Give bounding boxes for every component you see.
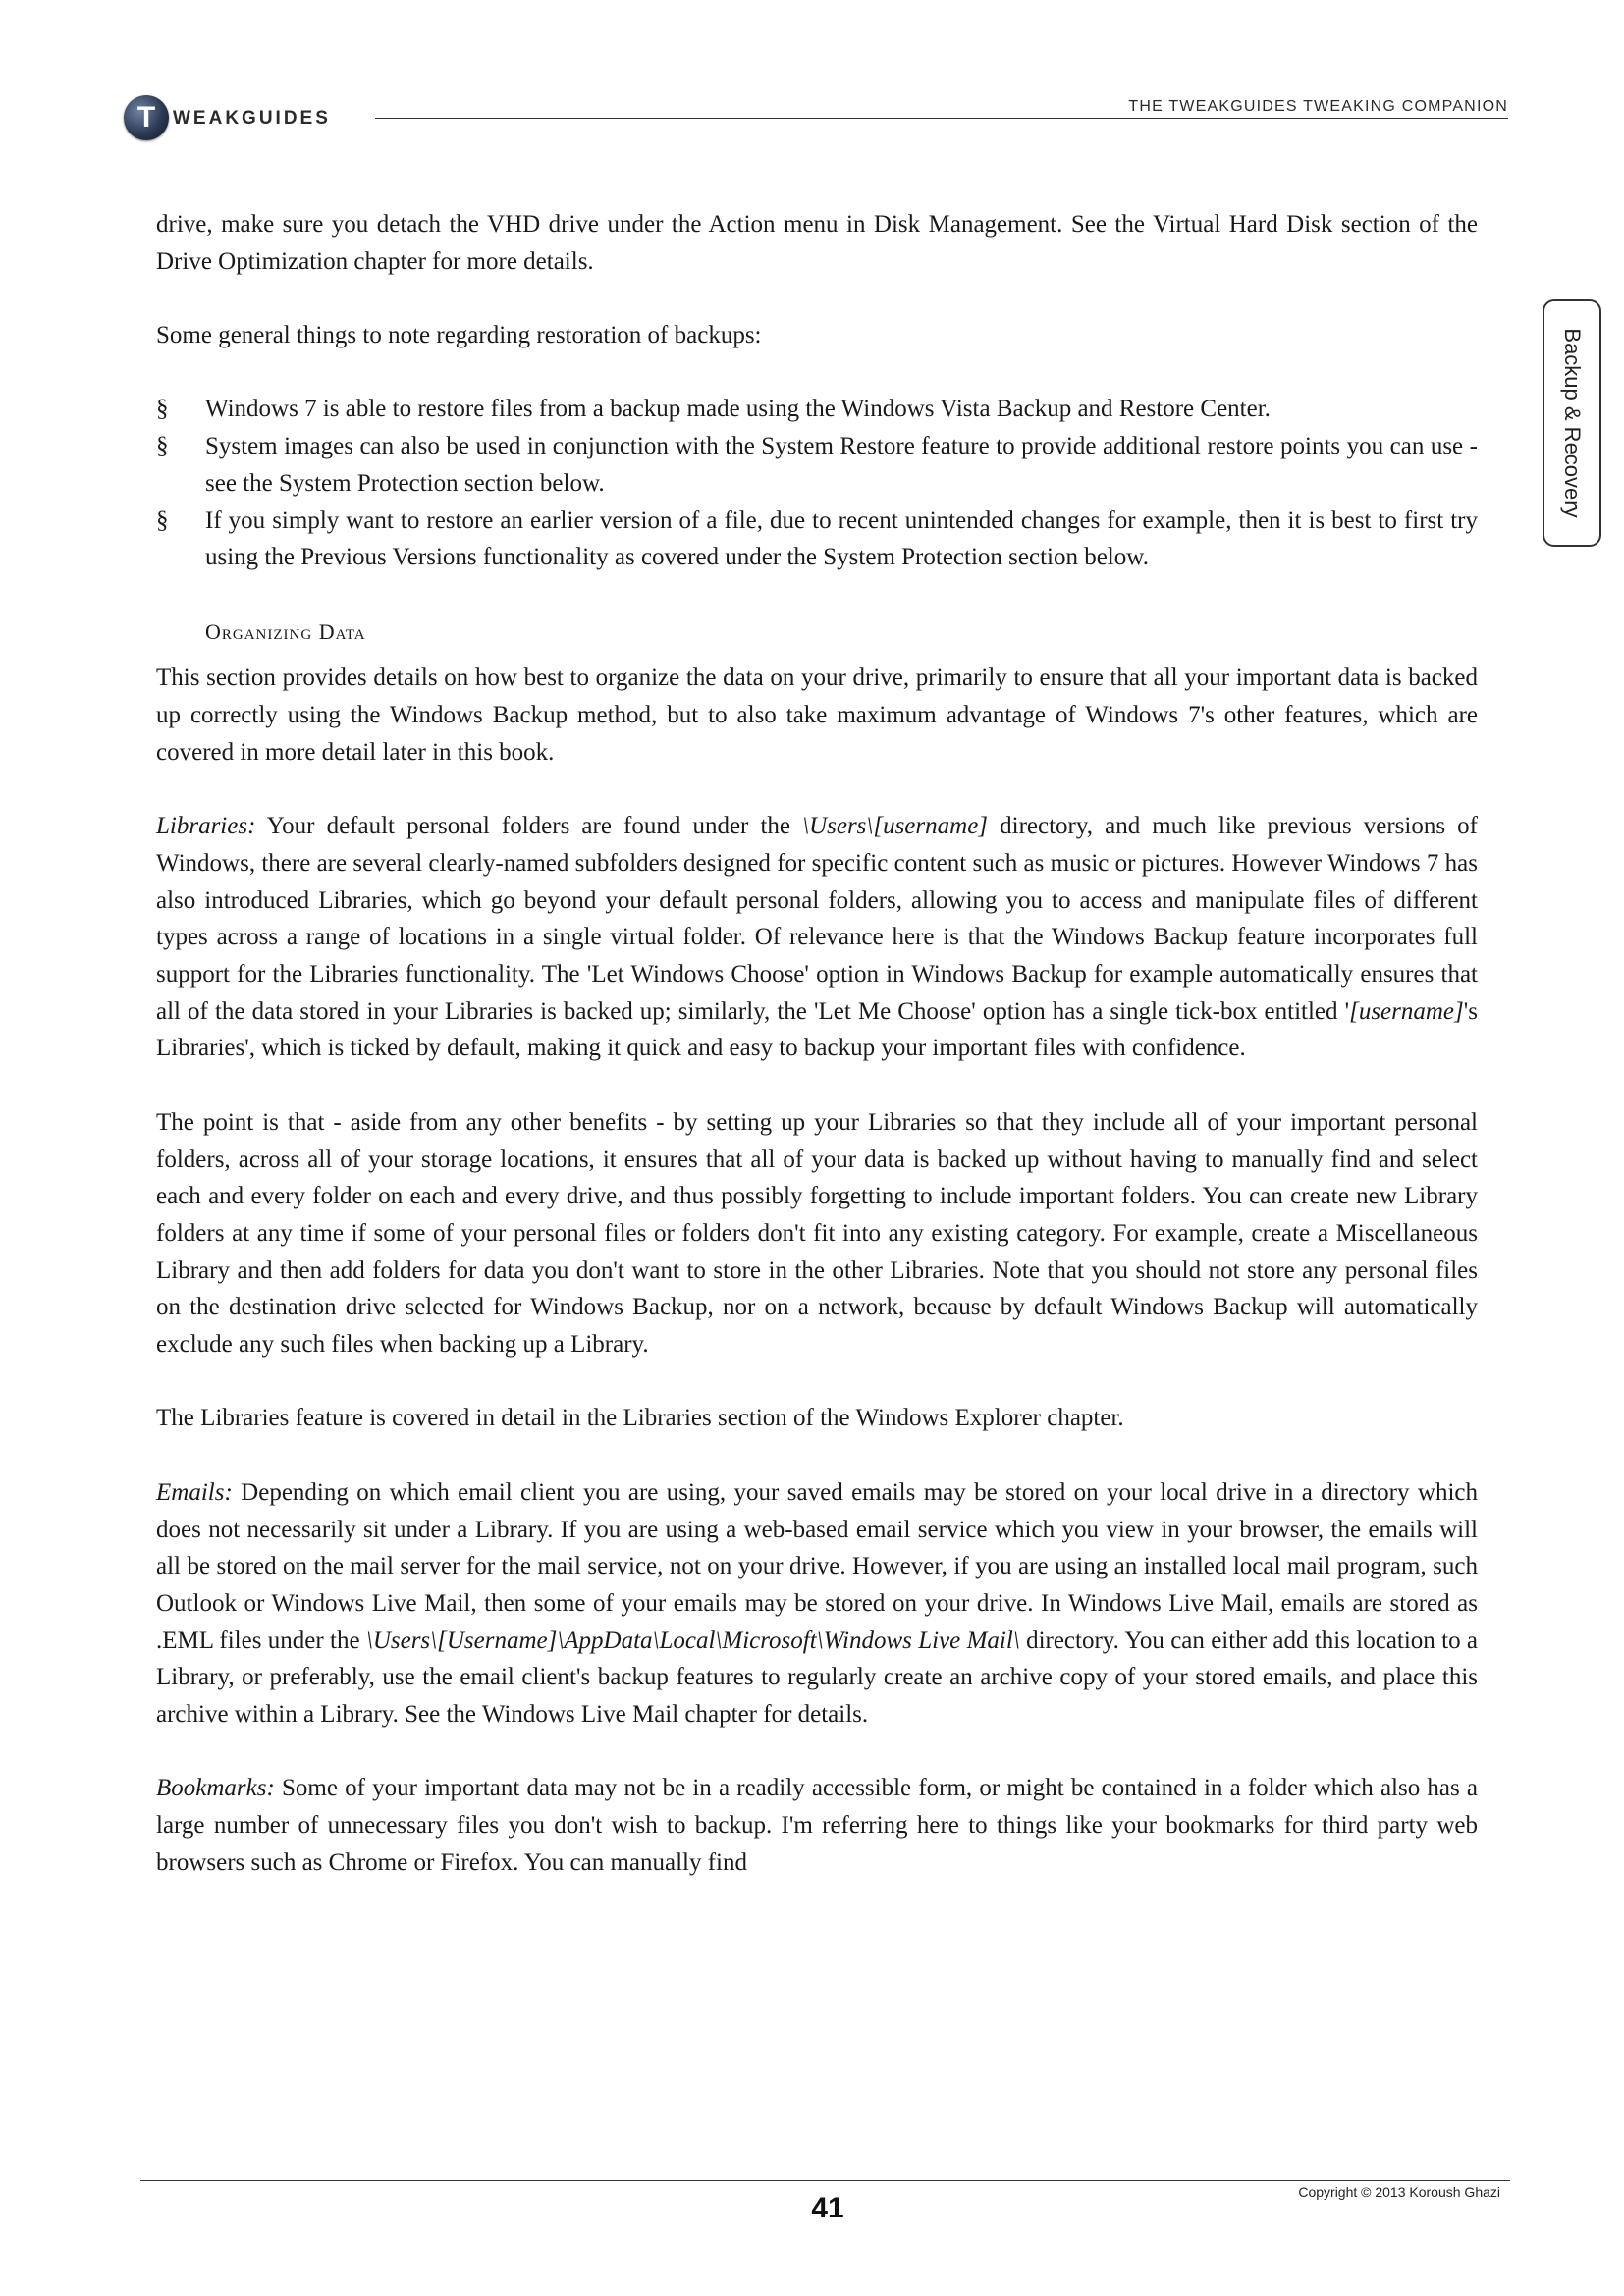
- list-item-text: Windows 7 is able to restore files from a backup made using the Windows Vista Backup and Restore Center.: [205, 396, 1271, 423]
- section-sign-bullet: §: [156, 507, 169, 534]
- section-heading: Organizing Data: [205, 618, 366, 644]
- section-sign-bullet: §: [156, 396, 169, 423]
- libraries-text-1: Your default personal folders are found under the: [255, 813, 803, 840]
- header-divider: [375, 118, 1508, 119]
- list-item: [156, 428, 1478, 502]
- paragraph-libraries-point: The point is that - aside from any other benefits - by setting up your Libraries so that they include all of your important personal folders, across all of your storage locations, it ensures that all of your data is backed up without having to manually find and select each and every folder on each and every drive, and thus possibly forgetting to include important folders. You can create new Library folders at any time if some of your personal files or folders don't fit into any existing category. For example, create a Miscellaneous Library and then add folders for data you don't want to store in the other Libraries. Note that you should not store any personal files on the destination drive selected for Windows Backup, nor on a network, because by default Windows Backup will automatically exclude any such files when backing up a Library.: [156, 1108, 1478, 1359]
- emails-text-2: directory. You can either add this location to a Library, or preferably, use the email client's backup features to regularly create an archive copy of your stored emails, and place this archive within a Library. See the Windows Live Mail chapter for details.: [156, 1627, 1478, 1729]
- page-body: [156, 206, 1478, 1882]
- logo-letter: T: [136, 101, 156, 133]
- list-item-text: System images can also be used in conjunction with the System Restore feature to provide additional restore points you can use - see the System Protection section below.: [205, 433, 1478, 497]
- emails-label: Emails:: [156, 1478, 233, 1506]
- libraries-text-2: directory, and much like previous versions of Windows, there are several clearly-named subfolders designed for specific content such as music or pictures. However Windows 7 has also introduced Libraries, which go beyond your default personal folders, allowing you to access and manipulate files of different types across a range of locations in a single virtual folder. Of relevance here is that the Windows Backup feature incorporates full support for the Libraries functionality. The 'Let Windows Choose' option in Windows Backup for example automatically ensures that all of the data stored in your Libraries is backed up; similarly, the 'Let Me Choose' option has a single tick-box entitled ': [156, 813, 1478, 1025]
- emails-text-1: Depending on which email client you are using, your saved emails may be stored on your local drive in a directory which does not necessarily sit under a Library. If you are using a web-based email service which you view in your browser, the emails will all be stored on the mail server for the mail service, not on your drive. However, if you are using an installed local mail program, such Outlook or Windows Live Mail, then some of your emails may be stored on your drive. In Windows Live Mail, emails are stored as .EML files under the: [156, 1478, 1478, 1654]
- paragraph-emails: [156, 1474, 1478, 1734]
- paragraph-libraries-covered: The Libraries feature is covered in detail in the Libraries section of the Windows Explorer chapter.: [156, 1405, 1124, 1432]
- list-item-text: If you simply want to restore an earlier version of a file, due to recent unintended changes for example, then it is best to first try using the Previous Versions functionality as covered under the System Protection section below.: [205, 507, 1478, 571]
- bookmarks-text-1: Some of your important data may not be in a readily accessible form, or might be contained in a folder which also has a large number of unnecessary files you don't wish to backup. I'm referring here to things like your bookmarks for third party web browsers such as Chrome or Firefox. You can manually find: [156, 1775, 1478, 1876]
- logo-wordmark: WEAKGUIDES: [173, 108, 331, 129]
- users-path: \Users\[username]: [802, 813, 989, 840]
- username-placeholder: [username]: [1349, 997, 1464, 1025]
- libraries-text-3: 's Libraries', which is ticked by default, making it quick and easy to backup your important files with confidence.: [156, 997, 1478, 1062]
- page-header: [124, 94, 1508, 143]
- running-title: THE TWEAKGUIDES TWEAKING COMPANION: [1128, 98, 1508, 115]
- live-mail-path: \Users\[Username]\AppData\Local\Microsoft\Windows Live Mail\: [365, 1627, 1020, 1654]
- paragraph-bookmarks: [156, 1770, 1478, 1881]
- page-number: 41: [811, 2192, 844, 2224]
- chapter-tab-label: Backup & Recovery: [1560, 328, 1585, 518]
- copyright-notice: Copyright © 2013 Koroush Ghazi: [1298, 2184, 1500, 2200]
- paragraph-intro: drive, make sure you detach the VHD drive under the Action menu in Disk Management. See the Virtual Hard Disk section of the Drive Optimization chapter for more details.: [156, 211, 1478, 275]
- restore-notes-list: [156, 391, 1478, 576]
- list-item: [156, 503, 1478, 576]
- bookmarks-label: Bookmarks:: [156, 1775, 275, 1802]
- page-footer: [140, 2180, 1510, 2249]
- paragraph-general-notes: Some general things to note regarding restoration of backups:: [156, 322, 762, 349]
- tweakguides-logo: [124, 94, 359, 143]
- paragraph-section-intro: This section provides details on how best to organize the data on your drive, primarily to ensure that all your important data is backed up correctly using the Windows Backup method, but to also take maximum advantage of Windows 7's other features, which are covered in more detail later in this book.: [156, 665, 1478, 766]
- footer-divider: [140, 2180, 1510, 2181]
- chapter-tab: [1543, 299, 1601, 547]
- logo-globe-icon: [124, 95, 169, 140]
- libraries-label: Libraries:: [156, 813, 256, 840]
- section-sign-bullet: §: [156, 433, 169, 460]
- list-item: [156, 391, 1478, 428]
- paragraph-libraries: [156, 808, 1478, 1067]
